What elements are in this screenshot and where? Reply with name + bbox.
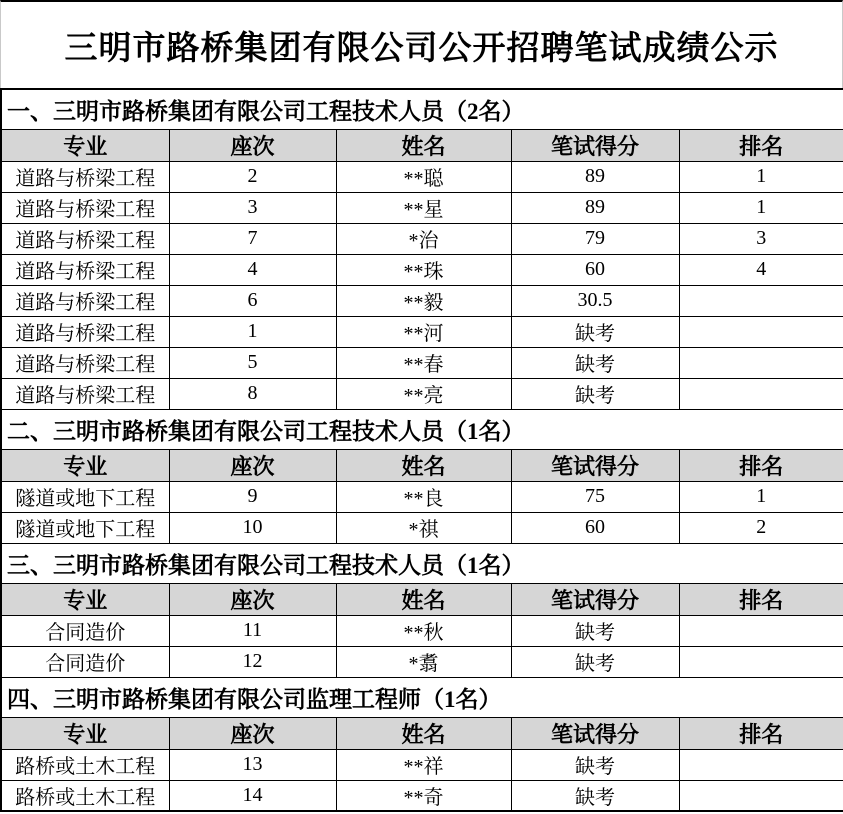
table-cell: **祥 <box>336 749 511 780</box>
table-cell: 4 <box>169 254 336 285</box>
column-header: 排名 <box>679 583 843 615</box>
column-header: 专业 <box>1 583 169 615</box>
table-cell: 60 <box>511 254 679 285</box>
table-cell: **毅 <box>336 285 511 316</box>
table-row <box>1 512 843 543</box>
table-cell: 缺考 <box>511 347 679 378</box>
table-cell: *祺 <box>336 512 511 543</box>
column-header: 座次 <box>169 583 336 615</box>
table-cell: 缺考 <box>511 646 679 677</box>
column-header: 姓名 <box>336 129 511 161</box>
column-header: 排名 <box>679 717 843 749</box>
table-cell: 缺考 <box>511 615 679 646</box>
section-heading-row <box>1 543 843 583</box>
table-cell: **春 <box>336 347 511 378</box>
section-heading: 二、三明市路桥集团有限公司工程技术人员（1名） <box>1 409 843 449</box>
table-cell: 道路与桥梁工程 <box>1 223 169 254</box>
table-cell: 8 <box>169 378 336 409</box>
column-header: 座次 <box>169 129 336 161</box>
table-row <box>1 615 843 646</box>
column-header: 笔试得分 <box>511 717 679 749</box>
table-cell <box>679 285 843 316</box>
table-cell: 缺考 <box>511 316 679 347</box>
table-cell: **河 <box>336 316 511 347</box>
table-cell: 6 <box>169 285 336 316</box>
table-cell <box>679 780 843 811</box>
table-row <box>1 192 843 223</box>
table-cell <box>679 316 843 347</box>
table-cell <box>679 347 843 378</box>
table-row <box>1 780 843 811</box>
column-header-row <box>1 129 843 161</box>
table-row <box>1 285 843 316</box>
section-heading-row <box>1 409 843 449</box>
column-header: 笔试得分 <box>511 129 679 161</box>
table-cell: *治 <box>336 223 511 254</box>
table-cell: 道路与桥梁工程 <box>1 285 169 316</box>
column-header: 笔试得分 <box>511 583 679 615</box>
table-cell: 12 <box>169 646 336 677</box>
table-cell: 道路与桥梁工程 <box>1 316 169 347</box>
column-header: 座次 <box>169 717 336 749</box>
table-row <box>1 254 843 285</box>
table-cell: 隧道或地下工程 <box>1 512 169 543</box>
title-block <box>0 0 843 88</box>
column-header: 排名 <box>679 449 843 481</box>
table-cell: 75 <box>511 481 679 512</box>
table-row <box>1 749 843 780</box>
table-row <box>1 481 843 512</box>
table-cell: 1 <box>169 316 336 347</box>
column-header: 专业 <box>1 449 169 481</box>
table-cell: 13 <box>169 749 336 780</box>
column-header-row <box>1 449 843 481</box>
table-cell: **良 <box>336 481 511 512</box>
column-header: 排名 <box>679 129 843 161</box>
section-heading: 三、三明市路桥集团有限公司工程技术人员（1名） <box>1 543 843 583</box>
table-cell: 路桥或土木工程 <box>1 749 169 780</box>
section-heading: 四、三明市路桥集团有限公司监理工程师（1名） <box>1 677 843 717</box>
results-table <box>0 88 843 812</box>
table-cell: 道路与桥梁工程 <box>1 254 169 285</box>
section-heading-row <box>1 89 843 129</box>
table-cell: **奇 <box>336 780 511 811</box>
table-cell: 2 <box>169 161 336 192</box>
column-header: 座次 <box>169 449 336 481</box>
table-cell <box>679 378 843 409</box>
table-cell: 9 <box>169 481 336 512</box>
results-table-body <box>1 89 843 811</box>
table-cell: **秋 <box>336 615 511 646</box>
table-cell: 合同造价 <box>1 646 169 677</box>
table-cell: 1 <box>679 161 843 192</box>
table-row <box>1 347 843 378</box>
table-cell: 2 <box>679 512 843 543</box>
table-cell: 11 <box>169 615 336 646</box>
column-header: 专业 <box>1 129 169 161</box>
table-cell: **亮 <box>336 378 511 409</box>
column-header: 专业 <box>1 717 169 749</box>
table-cell: 合同造价 <box>1 615 169 646</box>
table-cell: **星 <box>336 192 511 223</box>
table-row <box>1 378 843 409</box>
column-header-row <box>1 583 843 615</box>
table-cell: 1 <box>679 481 843 512</box>
table-cell: 79 <box>511 223 679 254</box>
column-header: 笔试得分 <box>511 449 679 481</box>
table-cell: 5 <box>169 347 336 378</box>
table-cell: 7 <box>169 223 336 254</box>
section-heading-row <box>1 677 843 717</box>
table-cell: **聪 <box>336 161 511 192</box>
page-title: 三明市路桥集团有限公司公开招聘笔试成绩公示 <box>64 30 779 67</box>
table-cell: 缺考 <box>511 378 679 409</box>
column-header: 姓名 <box>336 717 511 749</box>
table-cell: 道路与桥梁工程 <box>1 161 169 192</box>
table-cell: 道路与桥梁工程 <box>1 347 169 378</box>
column-header: 姓名 <box>336 449 511 481</box>
table-cell: **珠 <box>336 254 511 285</box>
table-cell: 道路与桥梁工程 <box>1 378 169 409</box>
table-row <box>1 161 843 192</box>
table-cell: 60 <box>511 512 679 543</box>
table-cell <box>679 615 843 646</box>
column-header-row <box>1 717 843 749</box>
table-cell: 3 <box>679 223 843 254</box>
table-row <box>1 316 843 347</box>
table-cell: 缺考 <box>511 780 679 811</box>
column-header: 姓名 <box>336 583 511 615</box>
table-cell: 10 <box>169 512 336 543</box>
table-cell: 隧道或地下工程 <box>1 481 169 512</box>
table-cell: 14 <box>169 780 336 811</box>
table-cell: 缺考 <box>511 749 679 780</box>
table-cell: 3 <box>169 192 336 223</box>
table-cell: 30.5 <box>511 285 679 316</box>
table-cell: 4 <box>679 254 843 285</box>
table-cell: 道路与桥梁工程 <box>1 192 169 223</box>
table-row <box>1 223 843 254</box>
table-row <box>1 646 843 677</box>
table-cell: 89 <box>511 161 679 192</box>
table-cell: 89 <box>511 192 679 223</box>
table-cell: 路桥或土木工程 <box>1 780 169 811</box>
table-cell: 1 <box>679 192 843 223</box>
section-heading: 一、三明市路桥集团有限公司工程技术人员（2名） <box>1 89 843 129</box>
table-cell <box>679 646 843 677</box>
table-cell <box>679 749 843 780</box>
table-cell: *翥 <box>336 646 511 677</box>
